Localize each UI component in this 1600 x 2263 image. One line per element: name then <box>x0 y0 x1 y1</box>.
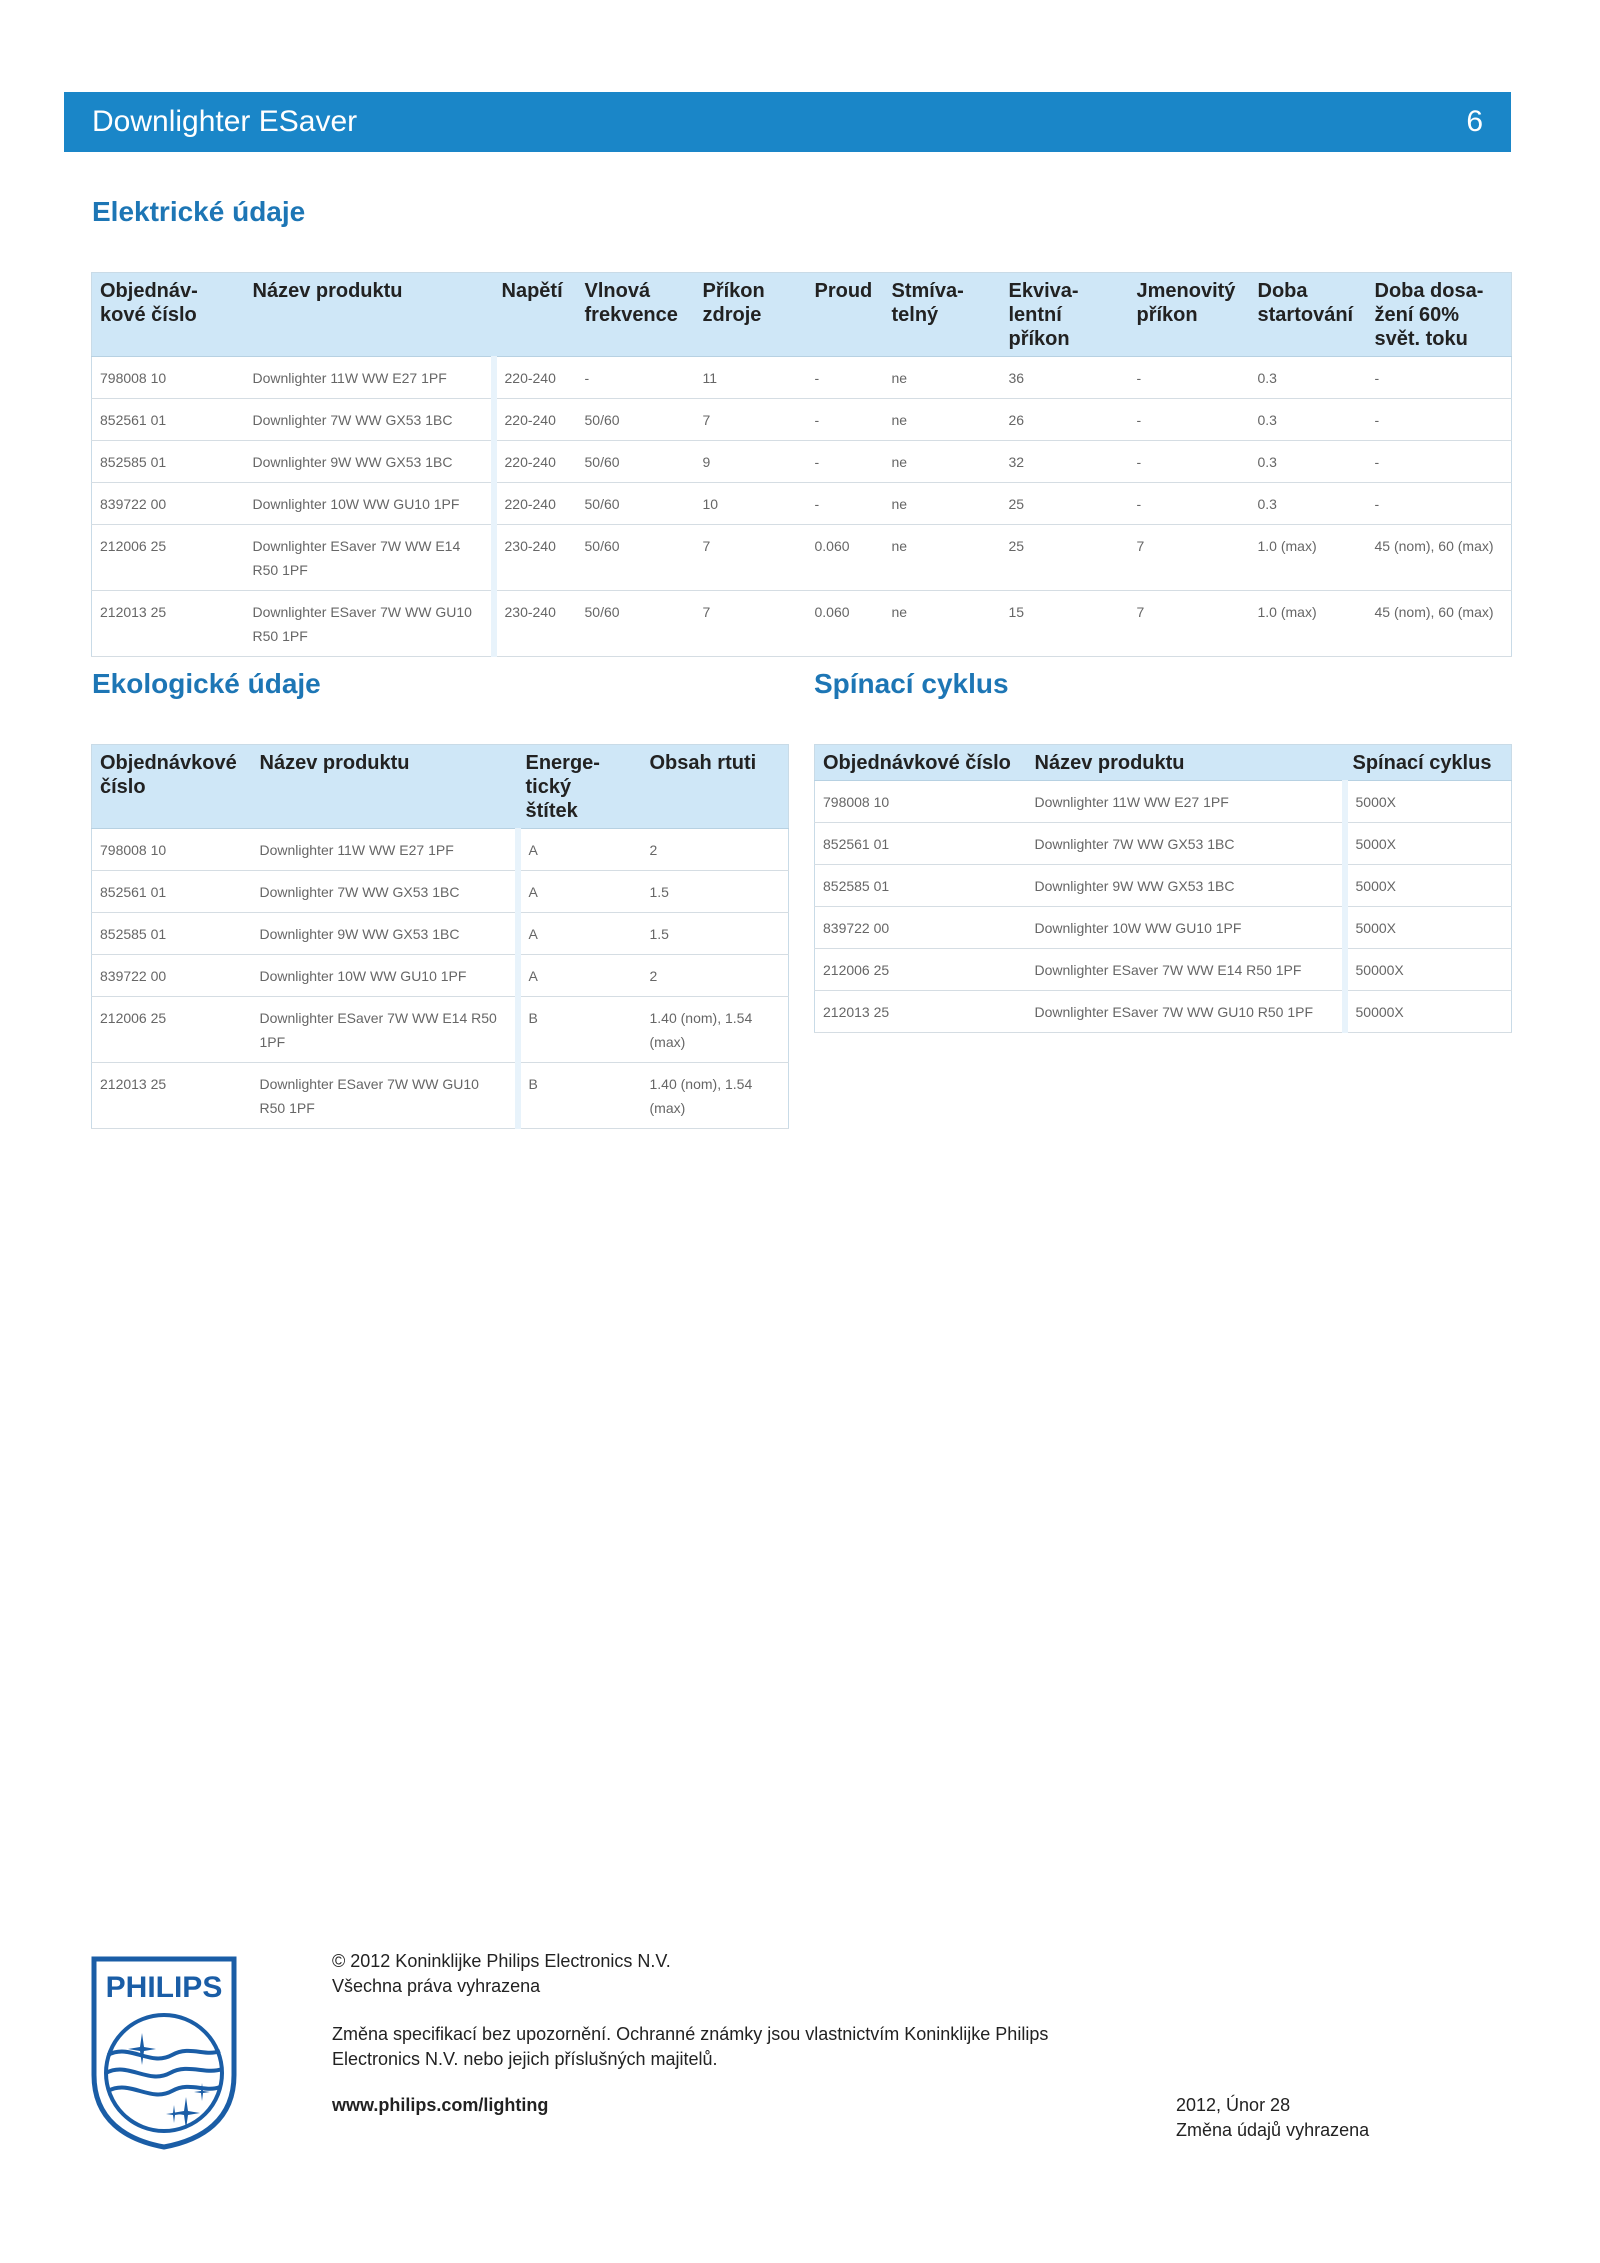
table-cell: - <box>807 357 884 399</box>
table-cell: 798008 10 <box>815 781 1027 823</box>
switching-section-title: Spínací cyklus <box>814 668 1009 699</box>
table-cell: 852585 01 <box>815 865 1027 907</box>
table-row <box>92 955 789 997</box>
column-header: Název produktu <box>1027 745 1345 781</box>
table-cell: 1.40 (nom), 1.54 (max) <box>642 1063 789 1129</box>
table-cell: 50/60 <box>577 483 695 525</box>
table-row <box>815 991 1512 1033</box>
table-cell: - <box>807 441 884 483</box>
table-header-row <box>815 745 1512 781</box>
table-cell: Downlighter 10W WW GU10 1PF <box>252 955 518 997</box>
table-cell: 839722 00 <box>92 955 252 997</box>
table-cell: 1.5 <box>642 871 789 913</box>
column-header: Doba dosa- žení 60% svět. toku <box>1367 273 1512 357</box>
table-row <box>92 399 1512 441</box>
table-row <box>92 1063 789 1129</box>
ecological-table <box>91 744 789 1129</box>
table-cell: 11 <box>695 357 807 399</box>
table-cell: 220-240 <box>494 483 577 525</box>
column-header: Stmíva- telný <box>884 273 1001 357</box>
table-cell: 50000X <box>1345 991 1512 1033</box>
table-cell: 0.3 <box>1250 399 1367 441</box>
table-cell: 852585 01 <box>92 913 252 955</box>
table-cell: - <box>1129 441 1250 483</box>
table-cell: Downlighter 10W WW GU10 1PF <box>245 483 494 525</box>
table-cell: A <box>518 955 642 997</box>
table-cell: ne <box>884 399 1001 441</box>
column-header: Název produktu <box>245 273 494 357</box>
table-cell: 25 <box>1001 483 1129 525</box>
table-cell: ne <box>884 483 1001 525</box>
column-header: Příkon zdroje <box>695 273 807 357</box>
table-cell: 1.40 (nom), 1.54 (max) <box>642 997 789 1063</box>
table-cell: 1.5 <box>642 913 789 955</box>
column-header: Obsah rtuti <box>642 745 789 829</box>
table-cell: 26 <box>1001 399 1129 441</box>
column-header: Spínací cyklus <box>1345 745 1512 781</box>
table-cell: Downlighter ESaver 7W WW E14 R50 1PF <box>1027 949 1345 991</box>
table-cell: 5000X <box>1345 823 1512 865</box>
table-cell: 0.060 <box>807 525 884 591</box>
table-cell: 25 <box>1001 525 1129 591</box>
table-cell: Downlighter 7W WW GX53 1BC <box>245 399 494 441</box>
table-row <box>815 823 1512 865</box>
table-row <box>92 871 789 913</box>
table-cell: 212006 25 <box>815 949 1027 991</box>
column-header: Ekviva- lentní příkon <box>1001 273 1129 357</box>
table-cell: Downlighter ESaver 7W WW E14 R50 1PF <box>245 525 494 591</box>
column-header: Objednáv- kové číslo <box>92 273 245 357</box>
switching-table <box>814 744 1512 1033</box>
table-cell: B <box>518 1063 642 1129</box>
table-cell: 212013 25 <box>92 1063 252 1129</box>
table-row <box>92 525 1512 591</box>
column-header: Objednávkové číslo <box>815 745 1027 781</box>
table-cell: 5000X <box>1345 781 1512 823</box>
table-row <box>92 829 789 871</box>
table-cell: 0.3 <box>1250 483 1367 525</box>
column-header: Vlnová frekvence <box>577 273 695 357</box>
table-cell: 15 <box>1001 591 1129 657</box>
table-cell: Downlighter ESaver 7W WW GU10 R50 1PF <box>252 1063 518 1129</box>
table-cell: 7 <box>1129 525 1250 591</box>
table-cell: Downlighter ESaver 7W WW E14 R50 1PF <box>252 997 518 1063</box>
table-row <box>815 949 1512 991</box>
document-title: Downlighter ESaver <box>92 105 358 138</box>
table-cell: 212013 25 <box>92 591 245 657</box>
header-bar <box>64 92 1511 152</box>
table-cell: Downlighter ESaver 7W WW GU10 R50 1PF <box>1027 991 1345 1033</box>
table-cell: Downlighter 11W WW E27 1PF <box>245 357 494 399</box>
table-cell: Downlighter 11W WW E27 1PF <box>1027 781 1345 823</box>
table-cell: 2 <box>642 955 789 997</box>
table-cell: ne <box>884 525 1001 591</box>
table-cell: Downlighter 7W WW GX53 1BC <box>1027 823 1345 865</box>
table-row <box>92 913 789 955</box>
table-row <box>92 997 789 1063</box>
table-cell: - <box>1367 399 1512 441</box>
table-cell: 852585 01 <box>92 441 245 483</box>
table-cell: ne <box>884 441 1001 483</box>
copyright-text: © 2012 Koninklijke Philips Electronics N.V. <box>332 1951 671 1971</box>
table-cell: 10 <box>695 483 807 525</box>
column-header: Energe- tický štítek <box>518 745 642 829</box>
table-cell: 50/60 <box>577 525 695 591</box>
table-header-row <box>92 273 1512 357</box>
table-row <box>92 357 1512 399</box>
table-cell: - <box>1129 357 1250 399</box>
table-cell: ne <box>884 591 1001 657</box>
table-cell: Downlighter 9W WW GX53 1BC <box>252 913 518 955</box>
table-cell: 1.0 (max) <box>1250 591 1367 657</box>
philips-logo <box>90 1955 238 2150</box>
table-cell: Downlighter 7W WW GX53 1BC <box>252 871 518 913</box>
table-cell: 220-240 <box>494 399 577 441</box>
rights-text: Všechna práva vyhrazena <box>332 1976 541 1996</box>
table-cell: 7 <box>695 525 807 591</box>
table-cell: Downlighter ESaver 7W WW GU10 R50 1PF <box>245 591 494 657</box>
table-cell: 0.060 <box>807 591 884 657</box>
column-header: Napětí <box>494 273 577 357</box>
table-cell: 7 <box>695 399 807 441</box>
table-cell: - <box>1367 483 1512 525</box>
table-row <box>92 441 1512 483</box>
table-cell: 32 <box>1001 441 1129 483</box>
table-row <box>92 483 1512 525</box>
table-row <box>815 907 1512 949</box>
table-cell: 798008 10 <box>92 829 252 871</box>
column-header: Jmenovitý příkon <box>1129 273 1250 357</box>
table-cell: 36 <box>1001 357 1129 399</box>
table-cell: 1.0 (max) <box>1250 525 1367 591</box>
table-cell: 5000X <box>1345 907 1512 949</box>
table-cell: 0.3 <box>1250 441 1367 483</box>
column-header: Proud <box>807 273 884 357</box>
page-number: 6 <box>1466 105 1483 138</box>
table-cell: Downlighter 10W WW GU10 1PF <box>1027 907 1345 949</box>
table-cell: - <box>807 399 884 441</box>
table-cell: 50/60 <box>577 399 695 441</box>
table-cell: - <box>807 483 884 525</box>
table-cell: 50/60 <box>577 441 695 483</box>
table-cell: 9 <box>695 441 807 483</box>
table-cell: - <box>1367 441 1512 483</box>
website-link[interactable]: www.philips.com/lighting <box>332 2095 549 2115</box>
table-cell: 7 <box>1129 591 1250 657</box>
electrical-table <box>91 272 1512 657</box>
table-cell: 50/60 <box>577 591 695 657</box>
table-cell: ne <box>884 357 1001 399</box>
table-cell: - <box>1129 483 1250 525</box>
table-cell: 852561 01 <box>815 823 1027 865</box>
date-text: 2012, Únor 28 <box>1176 2095 1291 2115</box>
table-cell: 220-240 <box>494 357 577 399</box>
column-header: Objednávkové číslo <box>92 745 252 829</box>
table-cell: A <box>518 913 642 955</box>
table-cell: 798008 10 <box>92 357 245 399</box>
table-cell: 212006 25 <box>92 525 245 591</box>
table-cell: 2 <box>642 829 789 871</box>
table-cell: 50000X <box>1345 949 1512 991</box>
table-cell: 45 (nom), 60 (max) <box>1367 591 1512 657</box>
table-cell: 45 (nom), 60 (max) <box>1367 525 1512 591</box>
data-notice-text: Změna údajů vyhrazena <box>1176 2120 1370 2140</box>
table-cell: 7 <box>695 591 807 657</box>
table-cell: 5000X <box>1345 865 1512 907</box>
table-header-row <box>92 745 789 829</box>
table-cell: Downlighter 9W WW GX53 1BC <box>245 441 494 483</box>
table-cell: 230-240 <box>494 525 577 591</box>
table-row <box>815 781 1512 823</box>
table-cell: 0.3 <box>1250 357 1367 399</box>
table-cell: 212013 25 <box>815 991 1027 1033</box>
logo-wordmark: PHILIPS <box>105 1971 223 2004</box>
table-cell: 220-240 <box>494 441 577 483</box>
table-cell: Downlighter 11W WW E27 1PF <box>252 829 518 871</box>
column-header: Název produktu <box>252 745 518 829</box>
ecological-section-title: Ekologické údaje <box>92 668 321 699</box>
table-row <box>815 865 1512 907</box>
table-cell: 230-240 <box>494 591 577 657</box>
table-cell: 852561 01 <box>92 871 252 913</box>
table-cell: - <box>1129 399 1250 441</box>
table-cell: A <box>518 829 642 871</box>
table-cell: - <box>1367 357 1512 399</box>
notice-text: Změna specifikací bez upozornění. Ochranné známky jsou vlastnictvím Koninklijke Philips Electronics N.V. nebo jejich příslušných majitelů. <box>332 2024 1049 2069</box>
table-cell: Downlighter 9W WW GX53 1BC <box>1027 865 1345 907</box>
table-cell: 839722 00 <box>815 907 1027 949</box>
table-cell: 212006 25 <box>92 997 252 1063</box>
table-cell: - <box>577 357 695 399</box>
column-header: Doba startování <box>1250 273 1367 357</box>
electrical-section-title: Elektrické údaje <box>92 196 306 227</box>
table-cell: 852561 01 <box>92 399 245 441</box>
table-cell: B <box>518 997 642 1063</box>
table-cell: 839722 00 <box>92 483 245 525</box>
table-cell: A <box>518 871 642 913</box>
table-row <box>92 591 1512 657</box>
